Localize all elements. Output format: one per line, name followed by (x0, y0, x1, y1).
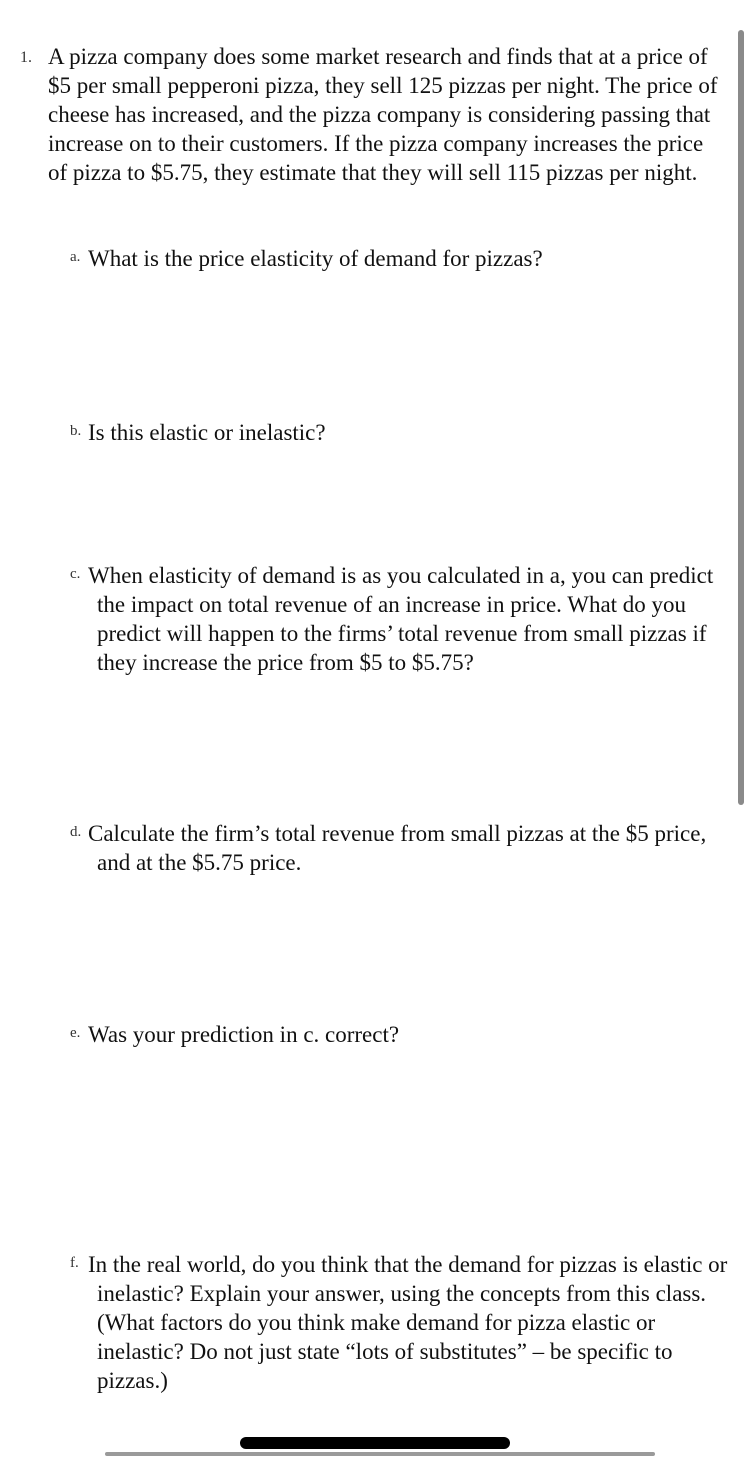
part-d (70, 819, 738, 877)
part-label: b. (70, 423, 82, 439)
vertical-scrollbar[interactable] (738, 30, 744, 805)
question-text: A pizza company does some market research and finds that at a price of $5 per small pepperoni pizza, they sell 125 pizzas per night. The price of cheese has increased, and the pizza company is considering passing that increase on to their customers. If the pizza company increases the price of pizza to $5.75, they estimate that they will sell 115 pizzas per night. (48, 44, 718, 185)
part-label: e. (70, 1025, 81, 1041)
part-text: Is this elastic or inelastic? (88, 420, 326, 445)
part-text: In the real world, do you think that the demand for pizzas is elastic or inelastic? Explain your answer, using the concepts from this class. (What factors do you think make demand for pizza elastic or inelastic? Do not just state “lots of substitutes” – be specific to pizzas.) (88, 1252, 728, 1393)
part-f (70, 1250, 738, 1395)
home-indicator[interactable] (240, 1437, 510, 1449)
part-label: a. (70, 249, 81, 265)
part-text: Calculate the firm’s total revenue from small pizzas at the $5 price, and at the $5.75 price. (88, 821, 707, 875)
horizontal-scrollbar[interactable] (105, 1452, 655, 1456)
part-label: f. (70, 1255, 79, 1271)
part-a (70, 244, 738, 273)
part-text: Was your prediction in c. correct? (88, 1022, 400, 1047)
part-text: When elasticity of demand is as you calculated in a, you can predict the impact on total revenue of an increase in price. What do you predict will happen to the firms’ total revenue from small pizzas if they increase the price from $5 to $5.75? (88, 563, 714, 675)
part-label: c. (70, 566, 81, 582)
question-number: 1. (20, 49, 32, 66)
part-label: d. (70, 824, 82, 840)
part-b (70, 418, 738, 447)
part-text: What is the price elasticity of demand for pizzas? (88, 246, 543, 271)
part-e (70, 1020, 738, 1049)
question-1 (20, 42, 728, 187)
part-c (70, 561, 738, 677)
